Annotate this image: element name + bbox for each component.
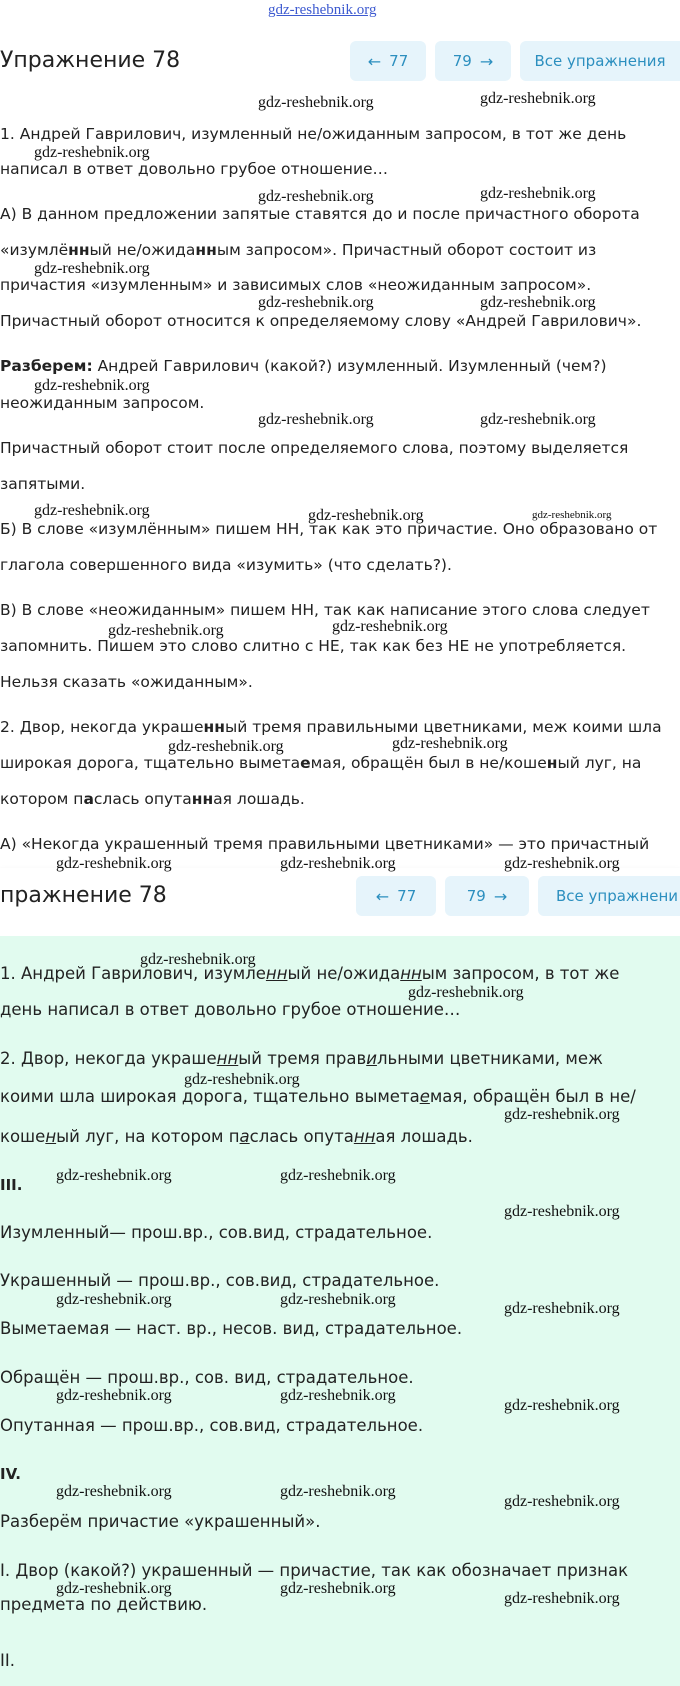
watermark: gdz-reshebnik.org: [258, 411, 374, 428]
watermark: gdz-reshebnik.org: [408, 984, 524, 1001]
text-line: запятыми.: [0, 475, 86, 493]
text-line: Разберем: Андрей Гаврилович (какой?) изумленный. Изумленный (чем?): [0, 357, 607, 375]
watermark: gdz-reshebnik.org: [332, 618, 448, 635]
answer-line: 2. Двор, некогда украшенный тремя правильными цветниками, меж: [0, 1049, 603, 1068]
next-exercise-label: 79: [452, 52, 472, 70]
prev-exercise-button[interactable]: [356, 876, 436, 916]
text-line: глагола совершенного вида «изумить» (что сделать?).: [0, 556, 452, 574]
watermark: gdz-reshebnik.org: [56, 855, 172, 872]
answer-line: I. Двор (какой?) украшенный — причастие, так как обозначает признак: [0, 1561, 629, 1580]
watermark: gdz-reshebnik.org: [34, 260, 150, 277]
answer-line: кошеный луг, на котором паслась опутанная лошадь.: [0, 1127, 473, 1146]
text-line: 2. Двор, некогда украшенный тремя правильными цветниками, меж коими шла: [0, 718, 662, 736]
watermark: gdz-reshebnik.org: [504, 1203, 620, 1220]
text-line: Причастный оборот стоит после определяемого слова, поэтому выделяется: [0, 439, 629, 457]
arrow-left-icon: ←: [367, 51, 382, 71]
watermark: gdz-reshebnik.org: [280, 1387, 396, 1404]
text-line: Нельзя сказать «ожиданным».: [0, 673, 253, 691]
watermark: gdz-reshebnik.org: [56, 1483, 172, 1500]
watermark: gdz-reshebnik.org: [280, 855, 396, 872]
watermark: gdz-reshebnik.org: [504, 1493, 620, 1510]
text-line: неожиданным запросом.: [0, 394, 205, 412]
watermark: gdz-reshebnik.org: [308, 507, 424, 524]
page-title: Упражнение 78: [0, 48, 181, 73]
watermark: gdz-reshebnik.org: [480, 411, 596, 428]
watermark: gdz-reshebnik.org: [504, 1590, 620, 1607]
next-exercise-button[interactable]: [435, 41, 511, 81]
watermark: gdz-reshebnik.org: [532, 509, 612, 521]
answer-line: Обращён — прош.вр., сов. вид, страдательное.: [0, 1368, 414, 1387]
answer-line: Опутанная — прош.вр., сов.вид, страдательное.: [0, 1416, 424, 1435]
text-line: Причастный оборот относится к определяемому слову «Андрей Гаврилович».: [0, 312, 642, 330]
watermark: gdz-reshebnik.org: [280, 1483, 396, 1500]
next-exercise-label: 79: [466, 887, 486, 905]
watermark: gdz-reshebnik.org: [258, 294, 374, 311]
prev-exercise-label: 77: [397, 887, 417, 905]
prev-exercise-button[interactable]: [350, 41, 426, 81]
watermark: gdz-reshebnik.org: [34, 144, 150, 161]
answer-line: предмета по действию.: [0, 1595, 208, 1614]
watermark: gdz-reshebnik.org: [258, 94, 374, 111]
watermark: gdz-reshebnik.org: [56, 1291, 172, 1308]
all-exercises-button[interactable]: [520, 41, 680, 81]
prev-exercise-label: 77: [389, 52, 409, 70]
all-exercises-button[interactable]: [538, 876, 680, 916]
arrow-left-icon: ←: [375, 886, 390, 906]
watermark: gdz-reshebnik.org: [480, 294, 596, 311]
watermark: gdz-reshebnik.org: [280, 1167, 396, 1184]
text-line: Б) В слове «изумлённым» пишем НН, так как это причастие. Оно образовано от: [0, 520, 658, 538]
watermark: gdz-reshebnik.org: [504, 1300, 620, 1317]
text-line: котором паслась опутанная лошадь.: [0, 790, 305, 808]
watermark: gdz-reshebnik.org: [280, 1291, 396, 1308]
text-line: В) В слове «неожиданным» пишем НН, так как написание этого слова следует: [0, 601, 650, 619]
watermark: gdz-reshebnik.org: [56, 1387, 172, 1404]
answer-line: II.: [0, 1651, 15, 1670]
text-line: написал в ответ довольно грубое отношение…: [0, 160, 389, 178]
watermark: gdz-reshebnik.org: [34, 502, 150, 519]
watermark: gdz-reshebnik.org: [504, 1106, 620, 1123]
watermark: gdz-reshebnik.org: [258, 188, 374, 205]
all-exercises-label: Все упражнени: [556, 887, 679, 905]
watermark: gdz-reshebnik.org: [280, 1580, 396, 1597]
watermark: gdz-reshebnik.org: [504, 855, 620, 872]
watermark: gdz-reshebnik.org: [56, 1167, 172, 1184]
watermark: gdz-reshebnik.org: [184, 1071, 300, 1088]
text-line: А) В данном предложении запятые ставятся до и после причастного оборота: [0, 205, 640, 223]
watermark: gdz-reshebnik.org: [108, 622, 224, 639]
text-line: широкая дорога, тщательно выметаемая, обращён был в не/кошеный луг, на: [0, 754, 642, 772]
watermark: gdz-reshebnik.org: [34, 377, 150, 394]
watermark: gdz-reshebnik.org: [480, 90, 596, 107]
text-line: А) «Некогда украшенный тремя правильными цветниками» — это причастный: [0, 835, 650, 853]
watermark: gdz-reshebnik.org: [504, 1397, 620, 1414]
site-link[interactable]: gdz-reshebnik.org: [268, 2, 377, 18]
answer-line: Изумленный— прош.вр., сов.вид, страдательное.: [0, 1223, 433, 1242]
answer-line: Украшенный — прош.вр., сов.вид, страдательное.: [0, 1271, 440, 1290]
watermark: gdz-reshebnik.org: [480, 185, 596, 202]
section-heading: III.: [0, 1176, 23, 1194]
all-exercises-label: Все упражнения: [534, 52, 666, 70]
answer-line: Выметаемая — наст. вр., несов. вид, страдательное.: [0, 1319, 463, 1338]
answer-line: 1. Андрей Гаврилович, изумленный не/ожиданным запросом, в тот же: [0, 964, 620, 983]
answer-line: коими шла широкая дорога, тщательно выметаемая, обращён был в не/: [0, 1087, 636, 1106]
text-line: причастия «изумленным» и зависимых слов «неожиданным запросом».: [0, 276, 592, 294]
watermark: gdz-reshebnik.org: [168, 738, 284, 755]
watermark: gdz-reshebnik.org: [56, 1580, 172, 1597]
answer-line: день написал в ответ довольно грубое отношение…: [0, 1000, 461, 1019]
arrow-right-icon: →: [479, 51, 494, 71]
exercise-header-repeat: [0, 868, 680, 936]
answer-line: Разберём причастие «украшенный».: [0, 1512, 321, 1531]
text-line: «изумлённый не/ожиданным запросом». Причастный оборот состоит из: [0, 241, 597, 259]
watermark: gdz-reshebnik.org: [140, 951, 256, 968]
watermark: gdz-reshebnik.org: [392, 735, 508, 752]
next-exercise-button[interactable]: [445, 876, 529, 916]
arrow-right-icon: →: [493, 886, 508, 906]
section-heading: IV.: [0, 1465, 21, 1483]
text-line: 1. Андрей Гаврилович, изумленный не/ожиданным запросом, в тот же день: [0, 125, 627, 143]
page-title: пражнение 78: [0, 883, 167, 908]
text-line: запомнить. Пишем это слово слитно с НЕ, так как без НЕ не употребляется.: [0, 637, 627, 655]
